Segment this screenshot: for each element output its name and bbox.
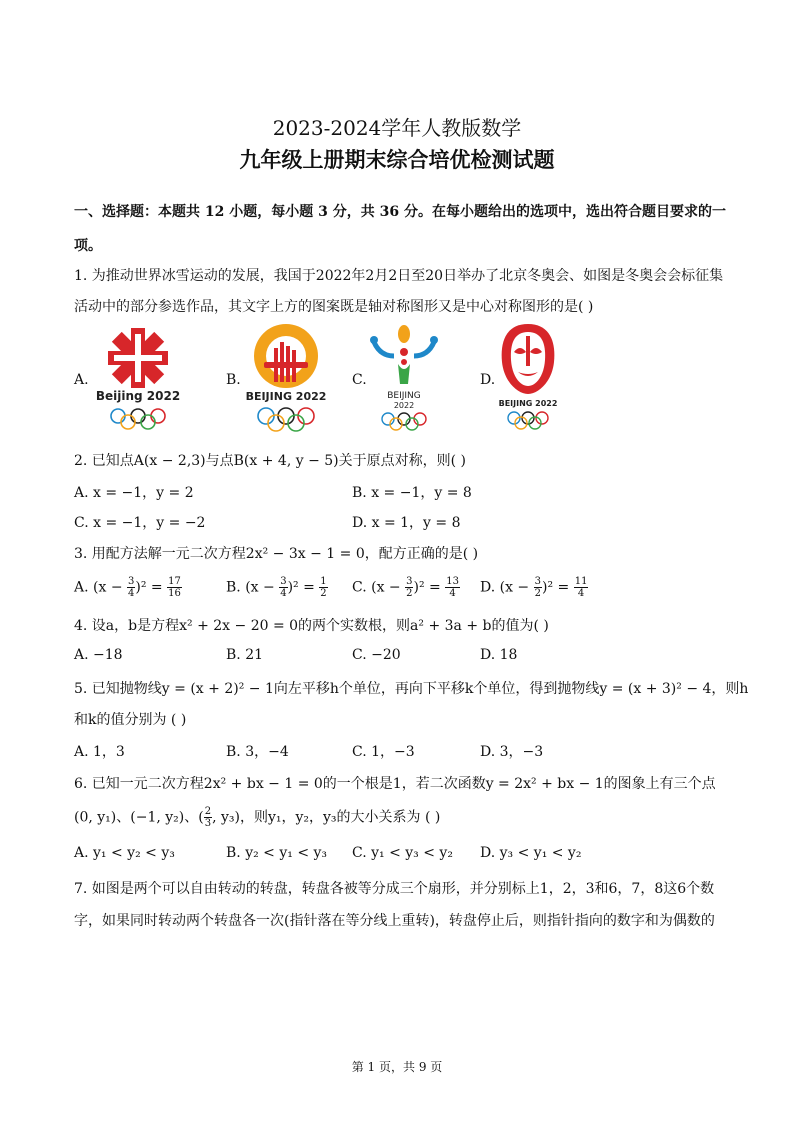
q6-stem-line2: (0, y₁)、(−1, y₂)、( $\frac{2}{3}$ , y₃)，则y₁，y₂，y₃的大小关系为 ( ) [74, 806, 441, 829]
q1-option-c-label: C. [352, 372, 367, 388]
section-instruction-line2: 项。 [74, 238, 102, 254]
q1-stem-line2: 活动中的部分参选作品，其文字上方的图案既是轴对称图形又是中心对称图形的是( ) [74, 299, 594, 315]
q1-option-a-label: A. [74, 372, 89, 388]
athletes-emblem-icon [368, 322, 440, 434]
q5-option-c: C. 1，−3 [352, 744, 415, 760]
q1-option-d-label: D. [480, 372, 496, 388]
q1-option-b-label: B. [226, 372, 241, 388]
q6-option-b: B. y₂ < y₁ < y₃ [226, 845, 328, 861]
logo-c-text-bottom: 2022 [393, 401, 415, 410]
q7-stem-line2: 字，如果同时转动两个转盘各一次(指针落在等分线上重转)，转盘停止后，则指针指向的数字和为偶数的 [74, 913, 715, 929]
q5-option-b: B. 3，−4 [226, 744, 289, 760]
logo-c-text-top: BEIJING [387, 391, 421, 401]
q2-stem: 2. 已知点A(x − 2,3)与点B(x + 4, y − 5)关于原点对称，则( ) [74, 453, 466, 469]
q3-option-a: A. (x − $\frac{3}{4}$ )² = $\frac{17}{16}$ [74, 576, 181, 599]
q2-option-c: C. x = −1，y = −2 [74, 515, 206, 531]
q2-option-b: B. x = −1，y = 8 [352, 485, 472, 501]
q3-option-d: D. (x − $\frac{3}{2}$ )² = $\frac{11}{4}$ [480, 576, 588, 599]
logo-b-text: BEIJING 2022 [245, 390, 327, 403]
page-footer: 第 1 页，共 9 页 [351, 1060, 443, 1074]
q6-stem-line1: 6. 已知一元二次方程2x² + bx − 1 = 0的一个根是1，若二次函数y = 2x² + bx − 1的图象上有三个点 [74, 776, 716, 792]
q5-stem-line2: 和k的值分别为 ( ) [74, 712, 187, 728]
q3-option-b: B. (x − $\frac{3}{4}$ )² = $\frac{1}{2}$ [226, 576, 327, 599]
q4-option-d: D. 18 [480, 647, 518, 663]
section-instruction-line1: 一、选择题：本题共 12 小题，每小题 3 分，共 36 分。在每小题给出的选项中，选出符合题目要求的一 [74, 204, 726, 220]
q6-option-c: C. y₁ < y₃ < y₂ [352, 845, 453, 861]
q3-option-c: C. (x − $\frac{3}{2}$ )² = $\frac{13}{4}$ [352, 576, 459, 599]
q4-option-c: C. −20 [352, 647, 401, 663]
q5-option-d: D. 3，−3 [480, 744, 544, 760]
q7-stem-line1: 7. 如图是两个可以自由转动的转盘，转盘各被等分成三个扇形，并分别标上1，2，3和6，7，8这6个数 [74, 881, 715, 897]
q5-option-a: A. 1，3 [74, 744, 125, 760]
q6-option-a: A. y₁ < y₂ < y₃ [74, 845, 175, 861]
logo-d-text: BEIJING 2022 [498, 399, 558, 408]
q6-option-d: D. y₃ < y₁ < y₂ [480, 845, 582, 861]
q4-option-b: B. 21 [226, 647, 264, 663]
exam-title-year: 2023-2024学年人教版数学 [272, 116, 522, 140]
snowflake-emblem-icon [90, 322, 186, 432]
q1-stem-line1: 1. 为推动世界冰雪运动的发展，我国于2022年2月2日至20日举办了北京冬奥会、如图是冬奥会会标征集 [74, 268, 724, 284]
q3-stem: 3. 用配方法解一元二次方程2x² − 3x − 1 = 0，配方正确的是( ) [74, 546, 479, 562]
q2-option-d: D. x = 1，y = 8 [352, 515, 461, 531]
opera-mask-emblem-icon [496, 322, 560, 434]
exam-title-main: 九年级上册期末综合培优检测试题 [239, 147, 555, 172]
q4-stem: 4. 设a，b是方程x² + 2x − 20 = 0的两个实数根，则a² + 3a + b的值为( ) [74, 618, 549, 634]
sun-emblem-icon [244, 322, 328, 434]
q2-option-a: A. x = −1，y = 2 [74, 485, 194, 501]
logo-a-text: Beijing 2022 [95, 389, 181, 403]
q4-option-a: A. −18 [74, 647, 123, 663]
q5-stem-line1: 5. 已知抛物线y = (x + 2)² − 1向左平移h个单位，再向下平移k个单位，得到抛物线y = (x + 3)² − 4，则h [74, 681, 749, 697]
